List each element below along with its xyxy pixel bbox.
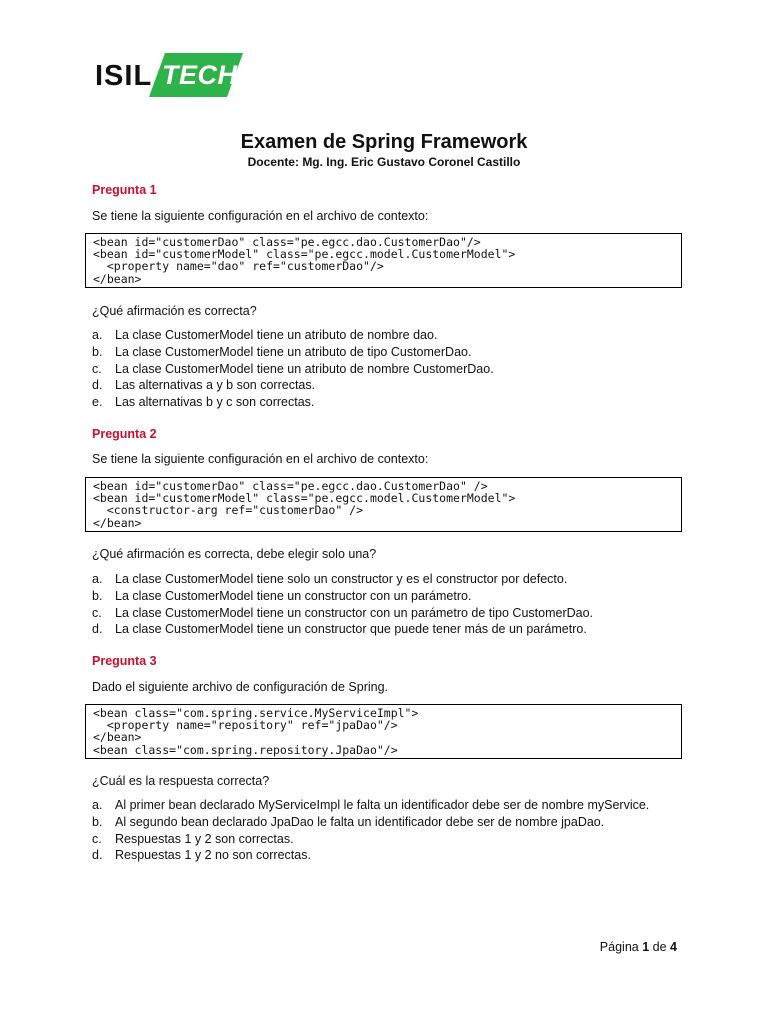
code-line: <bean id="customerModel" class="pe.egcc.model.CustomerModel"> (93, 491, 516, 506)
option-letter: d. (92, 622, 103, 637)
current-page: 1 (642, 940, 650, 954)
option-letter: e. (92, 395, 103, 410)
code-line: <bean class="com.spring.repository.JpaDao"/> (93, 742, 398, 757)
option-text: Al segundo bean declarado JpaDao le falta un identificador debe ser de nombre jpaDao. (115, 814, 605, 829)
question-1-prompt: ¿Qué afirmación es correcta? (92, 304, 257, 318)
code-line: <property name="dao" ref="customerDao"/> (93, 259, 384, 274)
option-item (92, 344, 494, 361)
exam-subtitle: Docente: Mg. Ing. Eric Gustavo Coronel Castillo (247, 155, 521, 169)
total-pages: 4 (670, 940, 677, 954)
option-text: Las alternativas b y c son correctas. (115, 395, 315, 410)
code-line: </bean> (93, 271, 142, 286)
option-letter: a. (92, 572, 103, 586)
option-text: La clase CustomerModel tiene un atributo de tipo CustomerDao. (115, 344, 472, 359)
option-item (92, 588, 593, 605)
question-2-prompt: ¿Qué afirmación es correcta, debe elegir solo una? (92, 547, 377, 561)
logo-right-text: TECH (162, 60, 238, 90)
option-item (92, 361, 494, 378)
option-text: La clase CustomerModel tiene solo un constructor y es el constructor por defecto. (115, 572, 568, 586)
code-line: <bean id="customerDao" class="pe.egcc.dao.CustomerDao"/> (93, 235, 481, 249)
option-text: La clase CustomerModel tiene un constructor con un parámetro. (115, 588, 472, 603)
page-number (600, 939, 677, 955)
code-line: <property name="repository" ref="jpaDao"/> (93, 718, 398, 733)
option-item (92, 571, 593, 588)
question-1-code-block (85, 233, 682, 288)
question-3-heading: Pregunta 3 (92, 654, 157, 668)
of-label: de (652, 940, 667, 954)
option-letter: a. (92, 328, 103, 342)
question-1-heading: Pregunta 1 (92, 183, 157, 197)
question-3-prompt: ¿Cuál es la respuesta correcta? (92, 774, 270, 788)
option-item (92, 814, 649, 831)
option-text: La clase CustomerModel tiene un atributo de nombre CustomerDao. (115, 361, 494, 376)
option-item (92, 797, 649, 814)
option-text: Las alternativas a y b son correctas. (115, 378, 316, 393)
option-text: La clase CustomerModel tiene un atributo de nombre dao. (115, 328, 438, 342)
exam-title: Examen de Spring Framework (240, 131, 528, 153)
question-2-intro: Se tiene la siguiente configuración en el archivo de contexto: (92, 452, 429, 466)
option-text: Respuestas 1 y 2 no son correctas. (115, 848, 311, 863)
code-line: </bean> (93, 515, 142, 530)
option-letter: b. (92, 588, 103, 603)
option-letter: c. (92, 831, 102, 846)
option-letter: d. (92, 378, 103, 393)
option-text: Respuestas 1 y 2 son correctas. (115, 831, 294, 846)
logo-left-text: ISIL (95, 60, 153, 92)
option-item (92, 377, 494, 394)
code-line: <bean id="customerDao" class="pe.egcc.dao.CustomerDao" /> (93, 479, 488, 493)
question-3-code-block (85, 704, 682, 759)
isiltech-logo (92, 52, 244, 98)
option-item (92, 394, 494, 411)
option-letter: c. (92, 361, 102, 376)
option-letter: a. (92, 798, 103, 812)
option-letter: c. (92, 605, 102, 620)
page-label: Página (599, 940, 639, 954)
option-letter: b. (92, 814, 103, 829)
option-item (92, 847, 649, 864)
option-text: La clase CustomerModel tiene un constructor con un parámetro de tipo CustomerDao. (115, 605, 594, 620)
code-line: <bean id="customerModel" class="pe.egcc.model.CustomerModel"> (93, 247, 516, 262)
question-2-options (92, 571, 593, 638)
option-letter: d. (92, 848, 103, 863)
option-item (92, 327, 494, 344)
option-item (92, 831, 649, 848)
option-text: Al primer bean declarado MyServiceImpl le falta un identificador debe ser de nombre myService. (115, 798, 650, 812)
question-2-heading: Pregunta 2 (92, 427, 157, 441)
option-letter: b. (92, 344, 103, 359)
option-text: La clase CustomerModel tiene un constructor que puede tener más de un parámetro. (115, 622, 587, 637)
question-1-options (92, 327, 494, 411)
question-3-intro: Dado el siguiente archivo de configuración de Spring. (92, 680, 389, 694)
option-item (92, 621, 593, 638)
question-1-intro: Se tiene la siguiente configuración en el archivo de contexto: (92, 209, 429, 223)
question-2-code-block (85, 477, 682, 532)
code-line: <constructor-arg ref="customerDao" /> (93, 503, 364, 518)
option-item (92, 605, 593, 622)
question-3-options (92, 797, 649, 864)
code-line: </bean> (93, 730, 142, 745)
code-line: <bean class="com.spring.service.MyServiceImpl"> (93, 706, 419, 720)
